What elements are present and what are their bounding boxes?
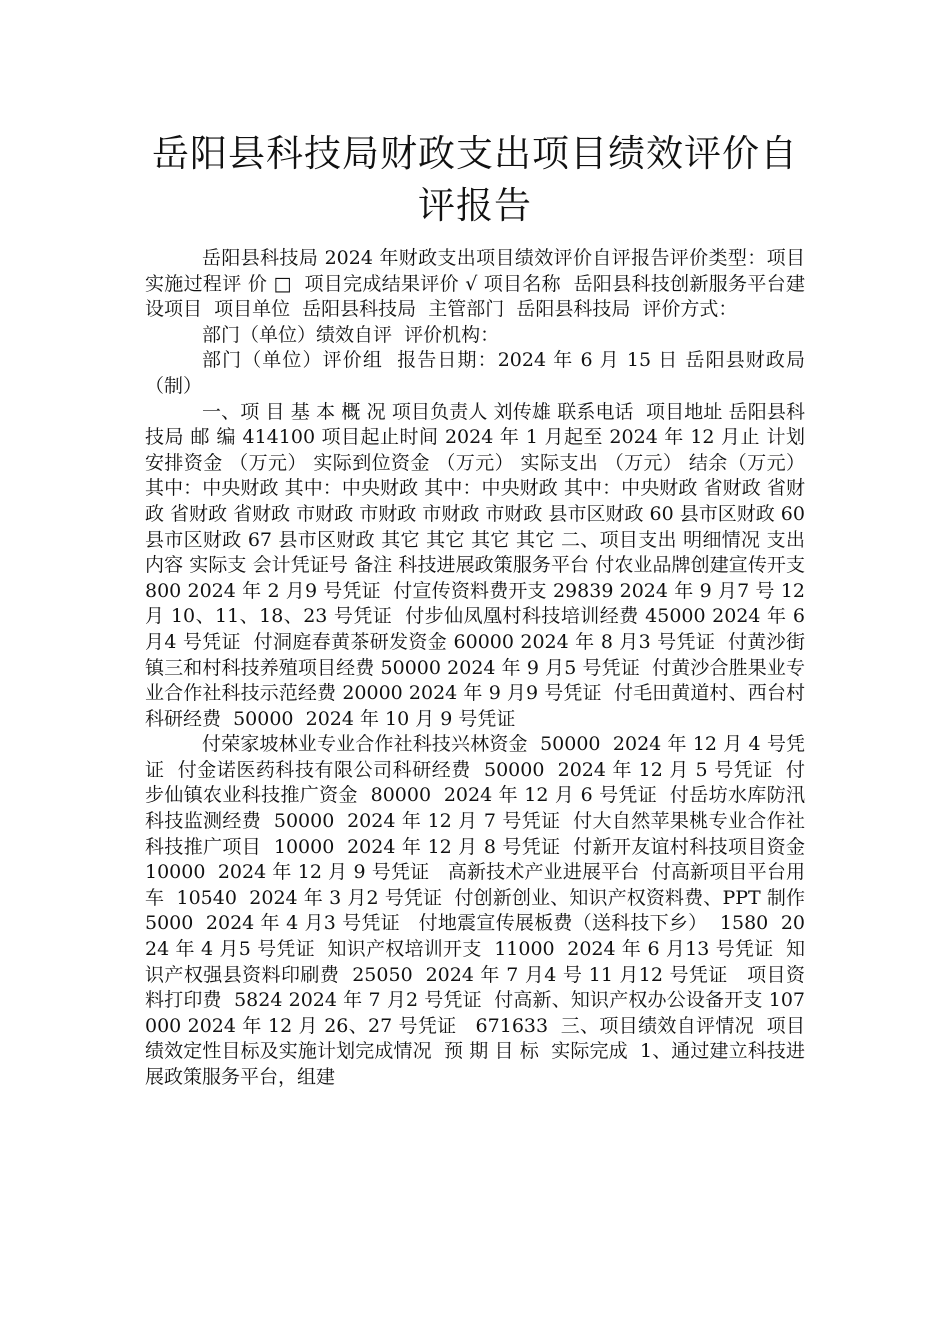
evaluation-method-paragraph: 部门（单位）绩效自评 评价机构： — [202, 323, 500, 346]
report-title: 岳阳县科技局财政支出项目绩效评价自评报告 — [152, 132, 798, 227]
expenditure-detail-paragraph: 付荣家坡林业专业合作社科技兴林资金 50000 2024 年 12 月 4 号凭证 付金诺医药科技有限公司科研经费 50000 2024 年 12 月 5 号凭证 付步仙镇农业科技推广资金 80000 2024 年 12 月 6 号凭证 付岳坊水库防汛科技监测经费 50000 2024 年 12 月 7 号凭证 付大自然苹果桃专业合作社科技推广项目 10000 2024 年 12 月 8 号凭证 付新开友谊村科技项目资金 10000 2024 年 12 月 9 号凭证 高新技术产业进展平台 付高新项目平台用车 10540 2024 年 3 月2 号凭证 付创新创业、知识产权资料费、PPT 制作 5000 2024 年 4 月3 号凭证 付地震宣传展板费（送科技下乡） 1580 2024 年 4 月5 号凭证 知识产权培训开支 11000 2024 年 6 月13 号凭证 知识产权强县资料印刷费 25050 2024 年 7 月4 号 11 月12 号凭证 项目资料打印费 5824 2024 年 7 月2 号凭证 付高新、知识产权办公设备开支 107000 2024 年 12 月 26、27 号凭证 671633 三、项目绩效自评情况 项目绩效定性目标及实施计划完成情况 预 期 目 标 实际完成 1、通过建立科技进展政策服务平台，组建 — [145, 733, 818, 1088]
report-header-paragraph: 岳阳县科技局 2024 年财政支出项目绩效评价自评报告评价类型：项目实施过程评 价 □ 项目完成结果评价 √ 项目名称 岳阳县科技创新服务平台建设项目 项目单位 岳阳县科技局 主管部门 岳阳县科技局 评价方式： — [145, 247, 805, 321]
project-overview-paragraph: 一、项 目 基 本 概 况 项目负责人 刘传雄 联系电话 项目地址 岳阳县科技局 邮 编 414100 项目起止时间 2024 年 1 月起至 2024 年 12 月止 计划安排资金 （万元） 实际到位资金 （万元） 实际支出 （万元） 结余（万元） 其中：中央财政 其中：中央财政 其中：中央财政 其中：中央财政 省财政 省财政 省财政 省财政 市财政 市财政 市财政 市财政 县市区财政 60 县市区财政 60 县市区财政 67 县市区财政 其它 其它 其它 其它 二、项目支出 明细情况 支出内容 实际支 会计凭证号 备注 科技进展政策服务平台 付农业品牌创建宣传开支 800 2024 年 2 月9 号凭证 付宣传资料费开支 29839 2024 年 9 月7 号 12 月 10、11、18、23 号凭证 付步仙凤凰村科技培训经费 45000 2024 年 6 月4 号凭证 付洞庭春黄茶研发资金 60000 2024 年 8 月3 号凭证 付黄沙街镇三和村科技养殖项目经费 50000 2024 年 9 月5 号凭证 付黄沙合胜果业专业合作社科技示范经费 20000 2024 年 9 月9 号凭证 付毛田黄道村、西台村科研经费 50000 2024 年 10 月 9 号凭证 — [145, 400, 812, 730]
report-body — [145, 246, 818, 1091]
report-date-paragraph: 部门（单位）评价组 报告日期：2024 年 6 月 15 日 岳阳县财政局（制） — [145, 349, 805, 397]
